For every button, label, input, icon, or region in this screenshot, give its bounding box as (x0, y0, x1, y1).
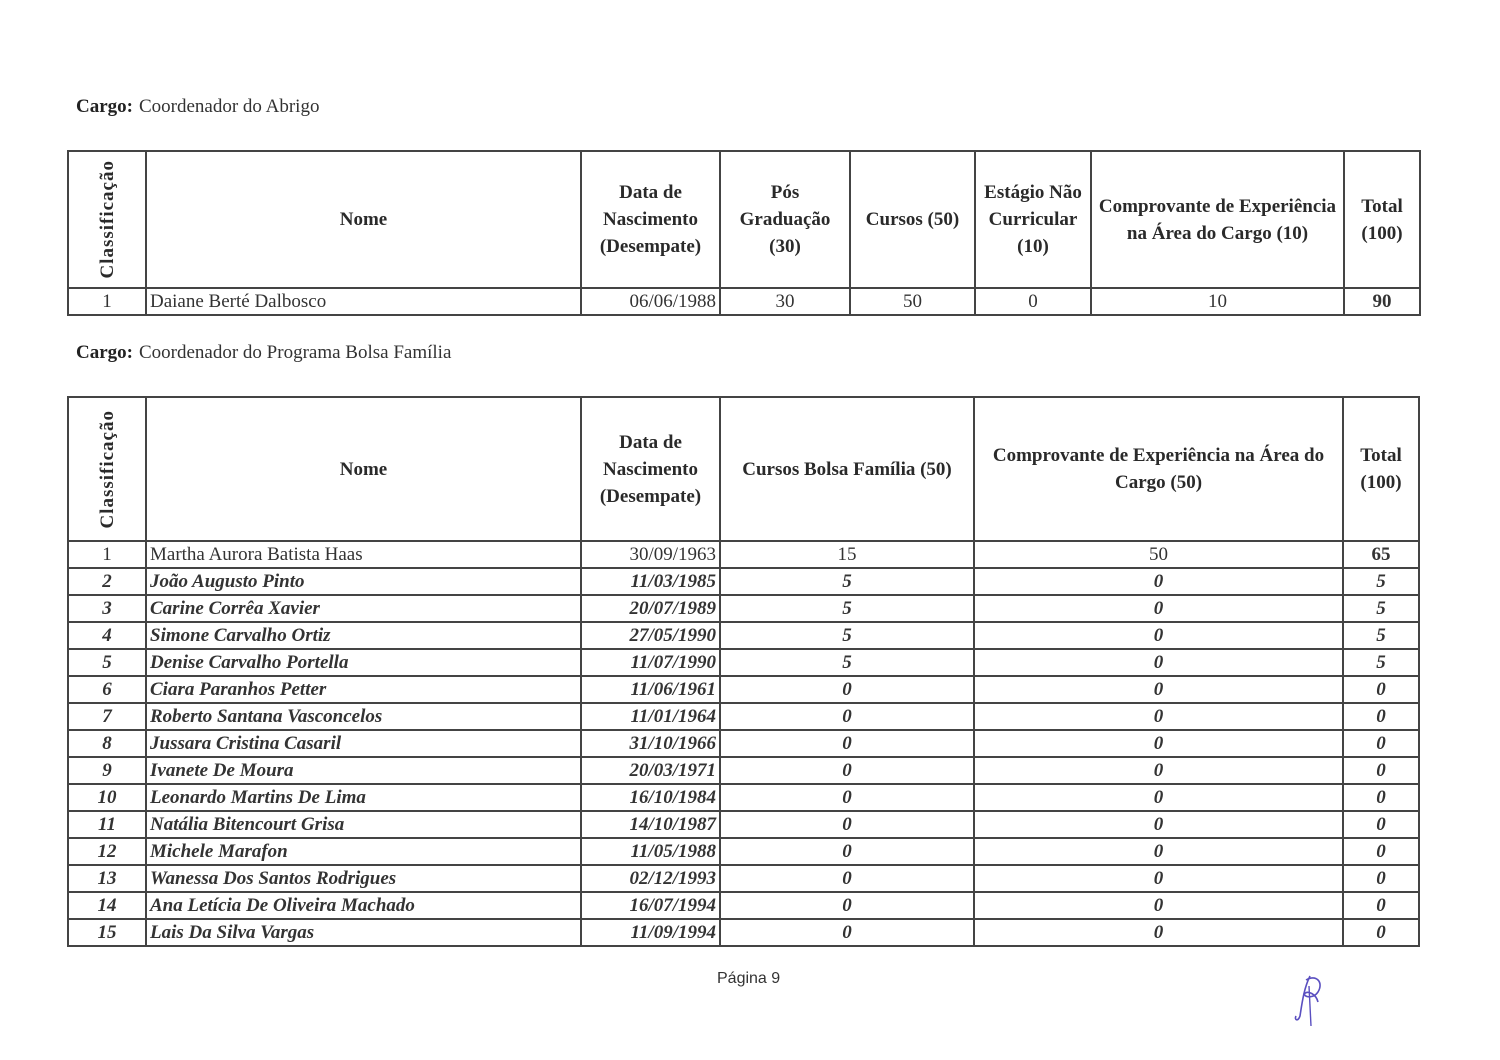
cell-cursos: 0 (720, 838, 974, 865)
cell-name: João Augusto Pinto (146, 568, 581, 595)
cell-birth: 11/05/1988 (581, 838, 720, 865)
cell-cursos: 0 (720, 919, 974, 946)
table-coordenador-abrigo (67, 150, 1421, 316)
page-number: Página 9 (717, 970, 781, 987)
cell-rank: 15 (68, 919, 146, 946)
cell-cursos: 0 (720, 865, 974, 892)
cell-birth: 30/09/1963 (581, 541, 720, 568)
col-header-nome: Nome (146, 151, 581, 288)
cell-rank: 10 (68, 784, 146, 811)
cell-birth: 20/03/1971 (581, 757, 720, 784)
table-row (68, 919, 1419, 946)
cell-rank: 5 (68, 649, 146, 676)
table-header-row (68, 397, 1419, 541)
cell-total: 0 (1343, 838, 1419, 865)
cell-exp: 10 (1091, 288, 1344, 315)
cell-total: 0 (1343, 757, 1419, 784)
cell-name: Ana Letícia De Oliveira Machado (146, 892, 581, 919)
table-row (68, 811, 1419, 838)
cell-exp: 0 (974, 703, 1343, 730)
col-header-pos-graduacao: Pós Graduação (30) (720, 151, 850, 288)
cell-name: Lais Da Silva Vargas (146, 919, 581, 946)
cell-exp: 0 (974, 757, 1343, 784)
cell-exp: 0 (974, 595, 1343, 622)
cell-name: Wanessa Dos Santos Rodrigues (146, 865, 581, 892)
cell-name: Simone Carvalho Ortiz (146, 622, 581, 649)
cell-name: Ciara Paranhos Petter (146, 676, 581, 703)
cell-exp: 0 (974, 622, 1343, 649)
cell-name: Leonardo Martins De Lima (146, 784, 581, 811)
col-header-total: Total (100) (1343, 397, 1419, 541)
cell-rank: 13 (68, 865, 146, 892)
cell-name: Denise Carvalho Portella (146, 649, 581, 676)
cell-exp: 0 (974, 838, 1343, 865)
cell-cursos: 5 (720, 622, 974, 649)
cell-total: 0 (1343, 919, 1419, 946)
cell-exp: 0 (974, 784, 1343, 811)
cargo-heading-abrigo (76, 96, 319, 118)
cell-total: 0 (1343, 676, 1419, 703)
cell-rank: 1 (68, 541, 146, 568)
col-header-data-nascimento: Data de Nascimento (Desempate) (581, 397, 720, 541)
cell-pos: 30 (720, 288, 850, 315)
table-row (68, 649, 1419, 676)
cell-estagio: 0 (975, 288, 1091, 315)
cell-cursos: 0 (720, 811, 974, 838)
table-row (68, 757, 1419, 784)
cell-total: 0 (1343, 703, 1419, 730)
cell-rank: 1 (68, 288, 146, 315)
cell-total: 65 (1343, 541, 1419, 568)
cell-rank: 2 (68, 568, 146, 595)
col-header-classificacao: Classificação (68, 397, 146, 541)
col-header-experiencia: Comprovante de Experiência na Área do Cargo (10) (1091, 151, 1344, 288)
table-row (68, 541, 1419, 568)
cell-exp: 0 (974, 676, 1343, 703)
cell-cursos: 0 (720, 703, 974, 730)
col-header-estagio: Estágio Não Curricular (10) (975, 151, 1091, 288)
table-row (68, 703, 1419, 730)
table-row (68, 568, 1419, 595)
cell-name: Ivanete De Moura (146, 757, 581, 784)
cargo-heading-bolsa-familia (76, 342, 451, 364)
cell-total: 5 (1343, 622, 1419, 649)
cell-rank: 11 (68, 811, 146, 838)
cell-rank: 12 (68, 838, 146, 865)
cell-rank: 8 (68, 730, 146, 757)
cell-birth: 31/10/1966 (581, 730, 720, 757)
cell-birth: 11/03/1985 (581, 568, 720, 595)
cell-cursos: 5 (720, 568, 974, 595)
cargo-label: Cargo: (76, 342, 133, 363)
cell-cursos: 0 (720, 676, 974, 703)
table-row (68, 676, 1419, 703)
cell-total: 0 (1343, 865, 1419, 892)
table-row (68, 622, 1419, 649)
cell-exp: 50 (974, 541, 1343, 568)
table-row (68, 838, 1419, 865)
cell-birth: 11/06/1961 (581, 676, 720, 703)
cell-total: 0 (1343, 892, 1419, 919)
table-coordenador-bolsa-familia (67, 396, 1420, 947)
cell-exp: 0 (974, 865, 1343, 892)
signature-icon (1282, 968, 1342, 1033)
cargo-value: Coordenador do Abrigo (138, 96, 320, 117)
table-row (68, 730, 1419, 757)
cell-total: 0 (1343, 811, 1419, 838)
table-header-row (68, 151, 1420, 288)
cell-birth: 02/12/1993 (581, 865, 720, 892)
cell-cursos: 0 (720, 892, 974, 919)
cell-name: Natália Bitencourt Grisa (146, 811, 581, 838)
cell-name: Martha Aurora Batista Haas (146, 541, 581, 568)
col-header-classificacao: Classificação (68, 151, 146, 288)
cell-birth: 20/07/1989 (581, 595, 720, 622)
cell-exp: 0 (974, 811, 1343, 838)
cell-birth: 11/09/1994 (581, 919, 720, 946)
cell-exp: 0 (974, 892, 1343, 919)
table-row (68, 892, 1419, 919)
col-header-cursos: Cursos (50) (850, 151, 975, 288)
table-row (68, 595, 1419, 622)
cell-rank: 3 (68, 595, 146, 622)
cell-birth: 14/10/1987 (581, 811, 720, 838)
cell-rank: 6 (68, 676, 146, 703)
cell-total: 5 (1343, 649, 1419, 676)
cell-total: 90 (1344, 288, 1420, 315)
cell-exp: 0 (974, 568, 1343, 595)
table-row (68, 784, 1419, 811)
cell-exp: 0 (974, 919, 1343, 946)
cell-exp: 0 (974, 649, 1343, 676)
col-header-nome: Nome (146, 397, 581, 541)
cell-birth: 11/01/1964 (581, 703, 720, 730)
cell-birth: 16/07/1994 (581, 892, 720, 919)
cell-birth: 06/06/1988 (581, 288, 720, 315)
cell-name: Michele Marafon (146, 838, 581, 865)
cell-birth: 16/10/1984 (581, 784, 720, 811)
cell-rank: 9 (68, 757, 146, 784)
cell-total: 0 (1343, 784, 1419, 811)
col-header-cursos-bolsa-familia: Cursos Bolsa Família (50) (720, 397, 974, 541)
cell-name: Carine Corrêa Xavier (146, 595, 581, 622)
cell-exp: 0 (974, 730, 1343, 757)
cell-total: 5 (1343, 568, 1419, 595)
cell-rank: 4 (68, 622, 146, 649)
table-row (68, 865, 1419, 892)
cell-name: Roberto Santana Vasconcelos (146, 703, 581, 730)
cargo-value: Coordenador do Programa Bolsa Família (138, 342, 452, 363)
cell-cursos: 0 (720, 730, 974, 757)
cell-rank: 14 (68, 892, 146, 919)
col-header-total: Total (100) (1344, 151, 1420, 288)
cell-birth: 11/07/1990 (581, 649, 720, 676)
cell-cursos: 0 (720, 757, 974, 784)
cell-cursos: 5 (720, 595, 974, 622)
table-row (68, 288, 1420, 315)
cell-name: Jussara Cristina Casaril (146, 730, 581, 757)
cell-total: 0 (1343, 730, 1419, 757)
col-header-experiencia: Comprovante de Experiência na Área do Cargo (50) (974, 397, 1343, 541)
cell-cursos: 0 (720, 784, 974, 811)
cell-cursos: 50 (850, 288, 975, 315)
cell-cursos: 15 (720, 541, 974, 568)
cell-name: Daiane Berté Dalbosco (146, 288, 581, 315)
cell-total: 5 (1343, 595, 1419, 622)
cargo-label: Cargo: (76, 96, 133, 117)
cell-birth: 27/05/1990 (581, 622, 720, 649)
cell-rank: 7 (68, 703, 146, 730)
col-header-data-nascimento: Data de Nascimento (Desempate) (581, 151, 720, 288)
cell-cursos: 5 (720, 649, 974, 676)
